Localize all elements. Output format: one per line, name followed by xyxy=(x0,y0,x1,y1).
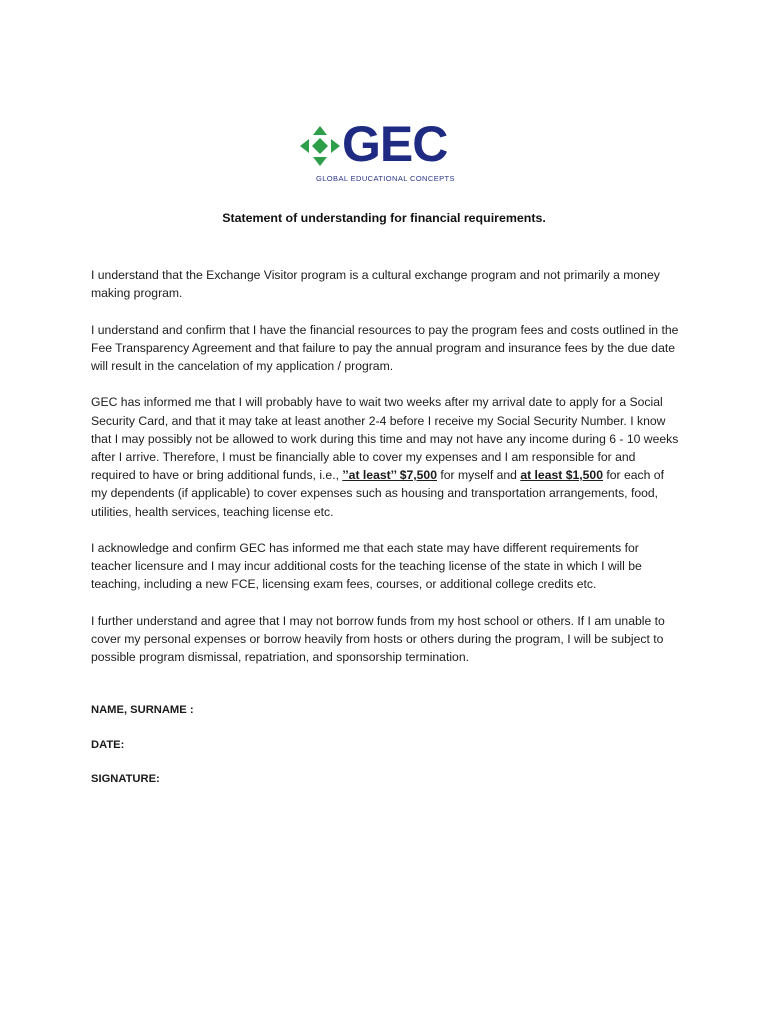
funds-emphasis-7500: ’’at least’’ $7,500 xyxy=(342,468,437,483)
name-surname-label: NAME, SURNAME : xyxy=(91,704,194,716)
document-body xyxy=(91,266,681,685)
funds-emphasis-1500: at least $1,500 xyxy=(520,468,603,483)
gec-logo xyxy=(296,118,466,188)
funds-text-part2: for myself and xyxy=(437,468,521,483)
funds-text-part3: for each of my dependents (if applicable) to cover expenses such as housing and transportation arrangements, food, utilities, health services, teaching license etc. xyxy=(91,468,664,519)
funds-text-part1: GEC has informed me that I will probably have to wait two weeks after my arrival date to apply for a Social Security Card, and that it may take at least another 2-4 before I receive my Social Security Number. I know that I may possibly not be allowed to work during this time and may not have any income during 6 - 10 weeks after I arrive. Therefore, I must be financially able to cover my expenses and I am responsible for and required to have or bring additional funds, i.e., xyxy=(91,395,679,483)
date-label: DATE: xyxy=(91,739,125,751)
paragraph-financial-resources: I understand and confirm that I have the financial resources to pay the program fees and costs outlined in the Fee Transparency Agreement and that failure to pay the annual program and insurance fees by the due date will result in the cancelation of my application / program. xyxy=(91,322,679,373)
logo-tagline: GLOBAL EDUCATIONAL CONCEPTS xyxy=(316,174,455,183)
signature-label: SIGNATURE: xyxy=(91,773,160,785)
document-title: Statement of understanding for financial requirements. xyxy=(222,211,546,225)
paragraph-licensure: I acknowledge and confirm GEC has informed me that each state may have different requirements for teacher licensure and I may incur additional costs for the teaching license of the state in which I will be teaching, including a new FCE, licensing exam fees, courses, or additional college credits etc. xyxy=(91,541,642,592)
logo-brand-text: GEC xyxy=(342,116,448,172)
paragraph-funds-requirement xyxy=(91,393,681,520)
paragraph-borrowing: I further understand and agree that I may not borrow funds from my host school or others. If I am unable to cover my personal expenses or borrow heavily from hosts or others during the program, I will be subject to possible program dismissal, repatriation, and sponsorship termination. xyxy=(91,613,665,665)
diamond-arrows-icon xyxy=(298,124,342,168)
paragraph-program-nature: I understand that the Exchange Visitor program is a cultural exchange program and not primarily a money making program. xyxy=(91,268,660,301)
